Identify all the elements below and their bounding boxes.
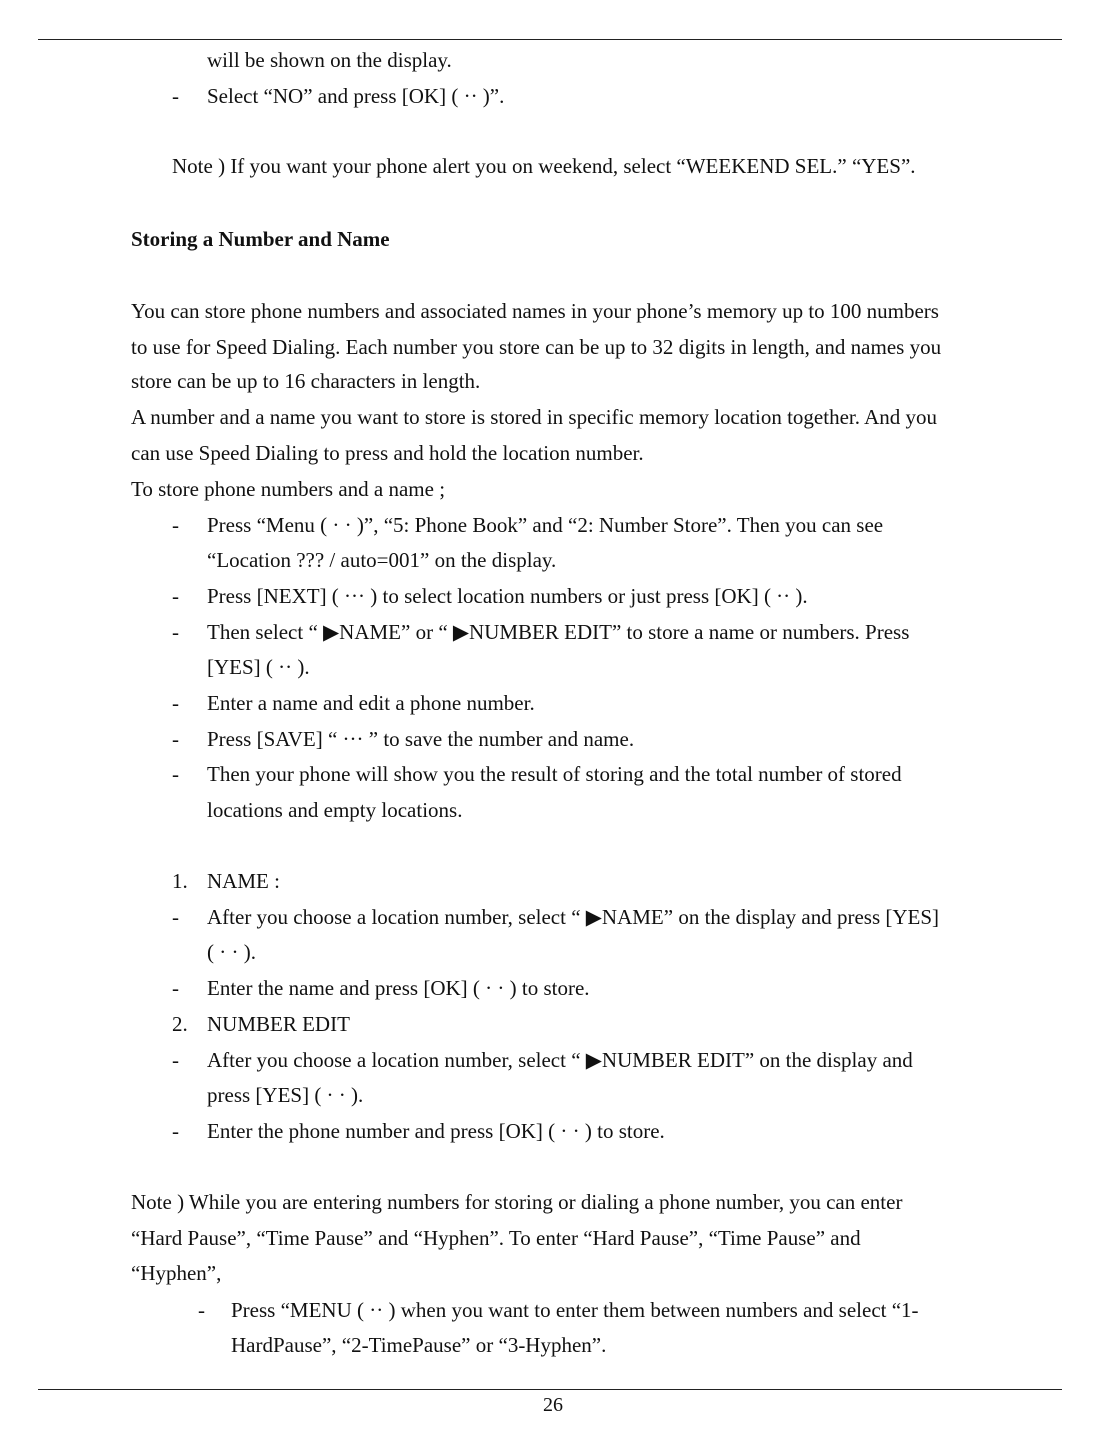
bullet-dash: - (172, 976, 179, 1000)
paragraph-line: A number and a name you want to store is stored in specific memory location together. And you (131, 405, 937, 429)
paragraph-line: You can store phone numbers and associated names in your phone’s memory up to 100 numbers (131, 299, 939, 323)
note-paragraph-line: “Hyphen”, (131, 1261, 222, 1285)
list-item-continued: HardPause”, “2-TimePause” or “3-Hyphen”. (231, 1333, 607, 1357)
bullet-dash: - (172, 691, 179, 715)
bullet-dash: - (172, 1048, 179, 1072)
top-rule (38, 39, 1062, 40)
list-item-continued: locations and empty locations. (207, 798, 463, 822)
bullet-dash: - (172, 584, 179, 608)
list-number: 1. (172, 869, 188, 893)
bullet-dash: - (172, 513, 179, 537)
list-item: Then your phone will show you the result of storing and the total number of stored (207, 762, 902, 786)
list-item: Press “Menu ( · · )”, “5: Phone Book” and “2: Number Store”. Then you can see (207, 513, 884, 537)
list-item: After you choose a location number, select “ ▶NAME” on the display and press [YES] (207, 905, 940, 929)
bottom-rule (38, 1389, 1062, 1390)
paragraph-line: To store phone numbers and a name ; (131, 477, 446, 501)
list-number: 2. (172, 1012, 188, 1036)
page-number: 26 (543, 1394, 563, 1416)
numbered-heading: NAME : (207, 869, 280, 893)
note-paragraph-line: Note ) While you are entering numbers for storing or dialing a phone number, you can enter (131, 1190, 903, 1214)
bullet-dash: - (198, 1298, 205, 1322)
bullet-dash: - (172, 1119, 179, 1143)
paragraph-line: can use Speed Dialing to press and hold the location number. (131, 441, 644, 465)
list-item-continued: “Location ??? / auto=001” on the display. (207, 548, 557, 572)
list-item: Enter a name and edit a phone number. (207, 691, 535, 715)
list-item-continued: press [YES] ( · · ). (207, 1083, 364, 1107)
list-item-continued: [YES] ( ·· ). (207, 655, 310, 679)
paragraph-line: to use for Speed Dialing. Each number you store can be up to 32 digits in length, and names you (131, 335, 942, 359)
bullet-dash: - (172, 620, 179, 644)
list-item: After you choose a location number, select “ ▶NUMBER EDIT” on the display and (207, 1048, 913, 1072)
list-item: Enter the phone number and press [OK] ( · · ) to store. (207, 1119, 665, 1143)
bullet-dash: - (172, 905, 179, 929)
note-weekend: Note ) If you want your phone alert you on weekend, select “WEEKEND SEL.” “YES”. (172, 154, 916, 178)
list-item: Then select “ ▶NAME” or “ ▶NUMBER EDIT” to store a name or numbers. Press (207, 620, 910, 644)
continuation-line: will be shown on the display. (207, 48, 452, 72)
list-item-continued: ( · · ). (207, 940, 256, 964)
note-paragraph-line: “Hard Pause”, “Time Pause” and “Hyphen”. To enter “Hard Pause”, “Time Pause” and (131, 1226, 861, 1250)
bullet-dash: - (172, 84, 179, 108)
list-item: Press [NEXT] ( ··· ) to select location numbers or just press [OK] ( ·· ). (207, 584, 808, 608)
list-item: Press [SAVE] “ ··· ” to save the number and name. (207, 727, 635, 751)
numbered-heading: NUMBER EDIT (207, 1012, 350, 1036)
section-heading: Storing a Number and Name (131, 227, 390, 251)
list-item: Press “MENU ( ·· ) when you want to enter them between numbers and select “1- (231, 1298, 919, 1322)
list-item: Select “NO” and press [OK] ( ·· )”. (207, 84, 505, 108)
paragraph-line: store can be up to 16 characters in length. (131, 369, 481, 393)
bullet-dash: - (172, 762, 179, 786)
list-item: Enter the name and press [OK] ( · · ) to store. (207, 976, 590, 1000)
bullet-dash: - (172, 727, 179, 751)
